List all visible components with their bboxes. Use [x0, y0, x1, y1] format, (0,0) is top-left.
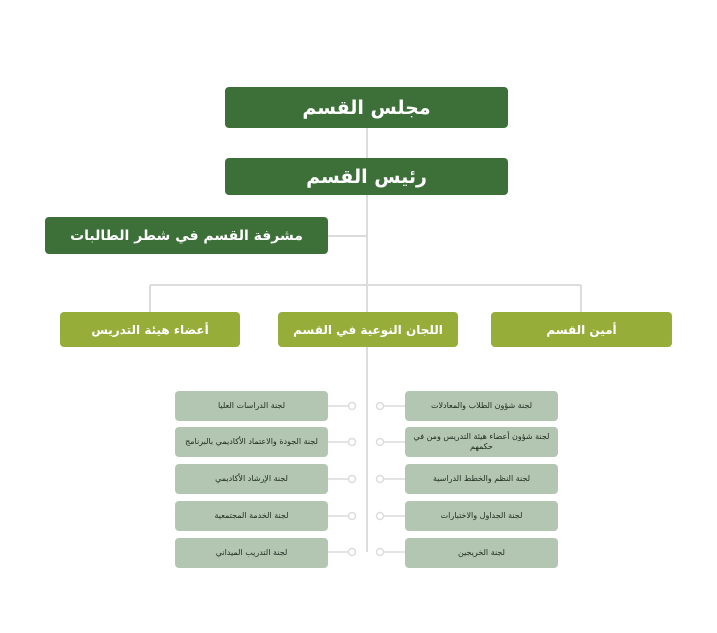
- faculty-members-node: أعضاء هيئة التدريس: [60, 312, 240, 347]
- department-secretary-node: أمين القسم: [491, 312, 672, 347]
- committee-item-left: لجنة التدريب الميداني: [175, 538, 328, 568]
- department-council-node: مجلس القسم: [225, 87, 508, 128]
- committee-item-right: لجنة النظم والخطط الدراسية: [405, 464, 558, 494]
- committee-item-left: لجنة الإرشاد الأكاديمي: [175, 464, 328, 494]
- department-head-node: رئيس القسم: [225, 158, 508, 195]
- committee-item-left: لجنة الدراسات العليا: [175, 391, 328, 421]
- committee-item-right: لجنة الجداول والاختبارات: [405, 501, 558, 531]
- committee-item-left: لجنة الجودة والاعتماد الأكاديمي بالبرنامج: [175, 427, 328, 457]
- specialized-committees-node: اللجان النوعية في القسم: [278, 312, 458, 347]
- committee-item-right: لجنة شؤون أعضاء هيئة التدريس ومن في حكمهم: [405, 427, 558, 457]
- committee-item-left: لجنة الخدمة المجتمعية: [175, 501, 328, 531]
- committee-item-right: لجنة شؤون الطلاب والمعادلات: [405, 391, 558, 421]
- female-section-supervisor-node: مشرفة القسم في شطر الطالبات: [45, 217, 328, 254]
- committee-item-right: لجنة الخريجين: [405, 538, 558, 568]
